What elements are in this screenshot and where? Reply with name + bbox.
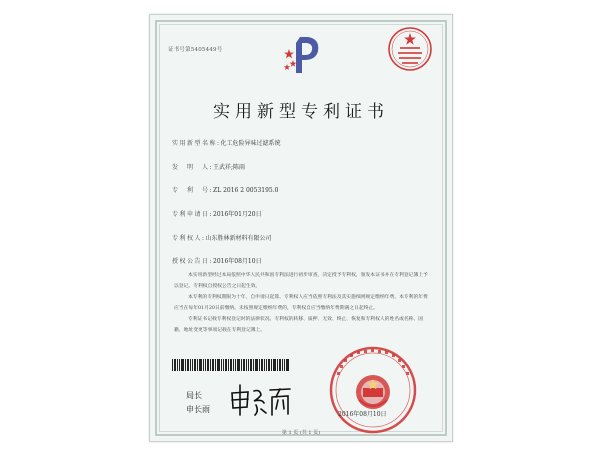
barcode-icon (172, 359, 290, 371)
field-grant-date (172, 256, 262, 265)
body-paragraph: 本专利的专利权期限为十年，自申请日起算。专利权人应当依照专利法及其实施细则规定缴纳年费。本专利的年费应当在每年01月20日前缴纳。未按照规定缴纳年费的，专利权自应当缴纳年费期满之日起终止。 (174, 295, 428, 312)
field-value: 化工危险异味过滤系统 (220, 140, 281, 147)
certificate-title: 实用新型专利证书 (213, 102, 389, 122)
field-utility-model-name (172, 138, 281, 147)
handwritten-signature-icon (228, 381, 294, 419)
certificate-body-text (174, 270, 432, 337)
seal-date: 2016年08月10日 (338, 411, 387, 418)
official-seal-icon (328, 345, 418, 435)
field-patentee (172, 233, 272, 242)
field-label: 专利申请日: (172, 211, 214, 218)
field-value: 王武祥;陈雨 (213, 164, 246, 171)
field-filing-date (172, 209, 262, 218)
page-number: 第 1 页 (共 1 页) (281, 430, 321, 436)
certificate-number: 证书号第5405449号 (168, 47, 223, 53)
field-label: 专利权人: (172, 235, 206, 242)
body-paragraph: 专利证书记载专利权登记时的法律状况。专利权的转移、质押、无效、终止、恢复和专利权人的姓名或名称、国籍、地址变更等事项记载在专利登记簿上。 (174, 317, 424, 334)
field-value: 2016年01月20日 (213, 211, 262, 218)
field-value: 2016年08月10日 (213, 258, 262, 265)
field-label: 授权公告日: (172, 258, 214, 265)
field-value: ZL 2016 2 0053195.0 (213, 187, 279, 194)
signatory-title: 局长 (186, 391, 202, 400)
cnipa-logo-icon (280, 33, 324, 77)
field-value: 山东胜林新材料有限公司 (205, 235, 272, 242)
field-label: 实用新型名称: (172, 140, 221, 147)
red-seal-stamp-icon (386, 25, 434, 73)
field-inventor (172, 162, 245, 171)
certificate-sheet (149, 14, 453, 442)
field-patent-number (172, 185, 278, 194)
field-label: 专 利 号: (172, 187, 214, 194)
field-label: 发 明 人: (172, 164, 214, 171)
signatory-name: 申长雨 (186, 405, 210, 414)
body-paragraph: 本实用新型经过本局依照中华人民共和国专利法进行初步审查，决定授予专利权，颁发本证书并在专利登记簿上予以登记。专利权自授权公告之日起生效。 (174, 273, 428, 290)
